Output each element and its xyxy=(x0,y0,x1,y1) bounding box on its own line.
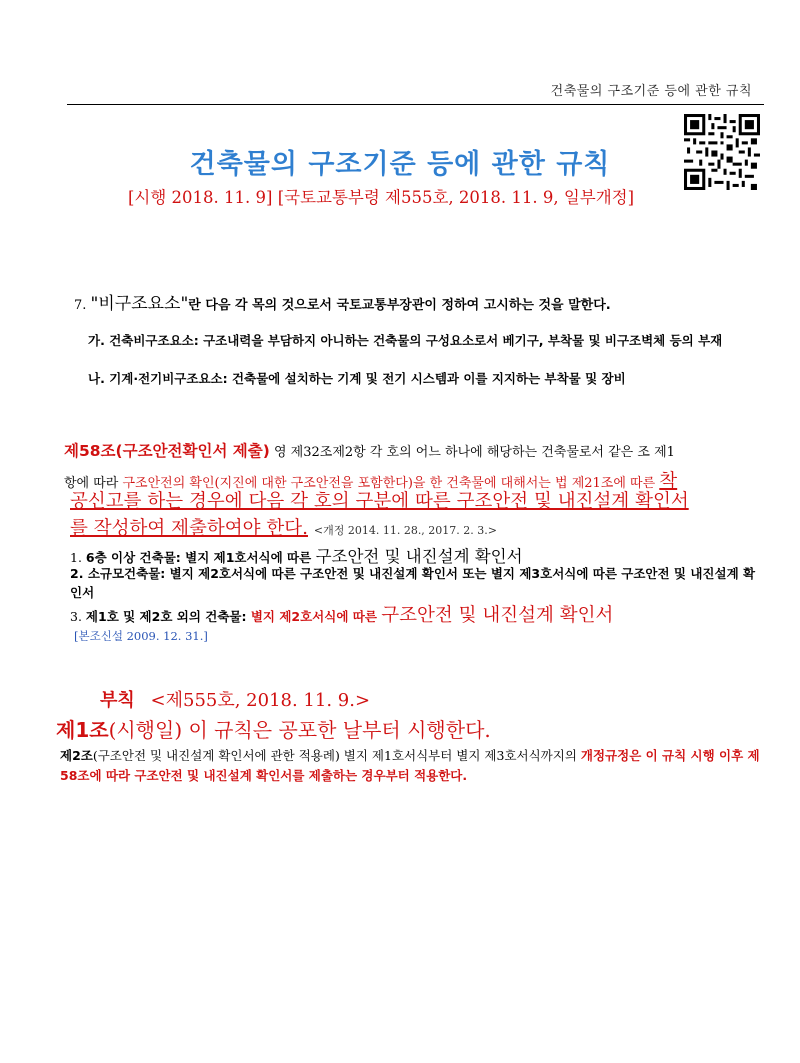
article58-line4 xyxy=(70,514,497,540)
article58-red-text: 를 작성하여 제출하여야 한다. xyxy=(70,518,308,539)
enforcement-info: [시행 2018. 11. 9] [국토교통부령 제555호, 2018. 11. 9, 일부개정] xyxy=(128,188,635,207)
definition-item-ga xyxy=(88,332,766,349)
running-header: 건축물의 구조기준 등에 관한 규칙 xyxy=(550,84,752,99)
article58-red-text: 구조안전의 확인(지진에 대한 구조안전을 포함한다)을 한 건축물에 대해서는 법 제21조에 따른 xyxy=(122,476,660,491)
article1-text: (시행일) 이 규칙은 공포한 날부터 시행한다. xyxy=(108,718,491,742)
item-text: 기계·전기비구조요소: 건축물에 설치하는 기계 및 전기 시스템과 이를 지지하는 부착물 및 장비 xyxy=(109,371,626,386)
article1-heading: 제1조 xyxy=(56,718,109,742)
addenda-article1 xyxy=(56,714,491,743)
article58-heading: 제58조(구조안전확인서 제출) xyxy=(64,442,270,460)
article2-heading: 제2조 xyxy=(60,748,93,763)
addenda-label: 부칙 xyxy=(100,690,135,711)
article2-red-text: 개정규정은 이 규칙 시행 이후 제58조에 따라 구조안전 및 내진설계 확인서를 제출하는 경우부터 적용한다. xyxy=(60,748,760,783)
item-number: 3. xyxy=(70,609,82,624)
item-text: 6층 이상 건축물: 별지 제1호서식에 따른 xyxy=(85,550,316,565)
item-text: 소규모건축물: 별지 제2호서식에 따른 구조안전 및 내진설계 확인서 또는 별지 제3호서식에 따른 구조안전 및 내진설계 확인서 xyxy=(70,566,756,600)
article58-text: 영 제32조제2항 각 호의 어느 하나에 해당하는 건축물로서 같은 조 제1 xyxy=(269,445,675,460)
definition-7 xyxy=(74,289,611,314)
amendment-note: <개정 2014. 11. 28., 2017. 2. 3.> xyxy=(313,524,497,537)
item-text-large: 구조안전 및 내진설계 확인서 xyxy=(315,547,523,566)
item-number: 1. xyxy=(70,550,82,565)
header-rule xyxy=(67,104,764,105)
addenda-heading xyxy=(100,686,370,712)
definition-text: 란 다음 각 목의 것으로서 국토교통부장관이 정하여 고시하는 것을 말한다. xyxy=(188,298,611,313)
definition-item-na xyxy=(88,370,626,387)
item-label: 가. xyxy=(88,333,105,348)
article58-red-text: 착 xyxy=(659,471,678,492)
article2-text: (구조안전 및 내진설계 확인서에 관한 적용례) 별지 제1호서식부터 별지 제3호서식까지의 xyxy=(92,748,581,763)
item-number: 2. xyxy=(70,566,84,581)
article58-line3: 공신고를 하는 경우에 다음 각 호의 구분에 따른 구조안전 및 내진설계 확인서 xyxy=(70,491,689,512)
item-red-text-large: 구조안전 및 내진설계 확인서 xyxy=(381,605,614,626)
document-title: 건축물의 구조기준 등에 관한 규칙 xyxy=(189,149,611,180)
addenda-ref: <제555호, 2018. 11. 9.> xyxy=(150,690,371,711)
item-red-text: 별지 제2호서식에 따른 xyxy=(250,609,382,624)
item-text: 건축비구조요소: 구조내력을 부담하지 아니하는 건축물의 구성요소로서 베기구, 부착물 및 비구조벽체 등의 부재 xyxy=(109,333,723,348)
article58-text: 항에 따라 xyxy=(64,476,123,491)
item-text: 제1호 및 제2호 외의 건축물: xyxy=(85,609,251,624)
definition-term: "비구조요소" xyxy=(90,294,189,314)
item-label: 나. xyxy=(88,371,105,386)
article58-line1 xyxy=(64,439,675,461)
article58-item-2 xyxy=(70,564,766,602)
article58-item-3 xyxy=(70,601,613,627)
definition-number: 7. xyxy=(74,298,87,313)
addenda-article2 xyxy=(60,746,764,786)
newly-established-note: [본조신설 2009. 12. 31.] xyxy=(74,629,208,643)
